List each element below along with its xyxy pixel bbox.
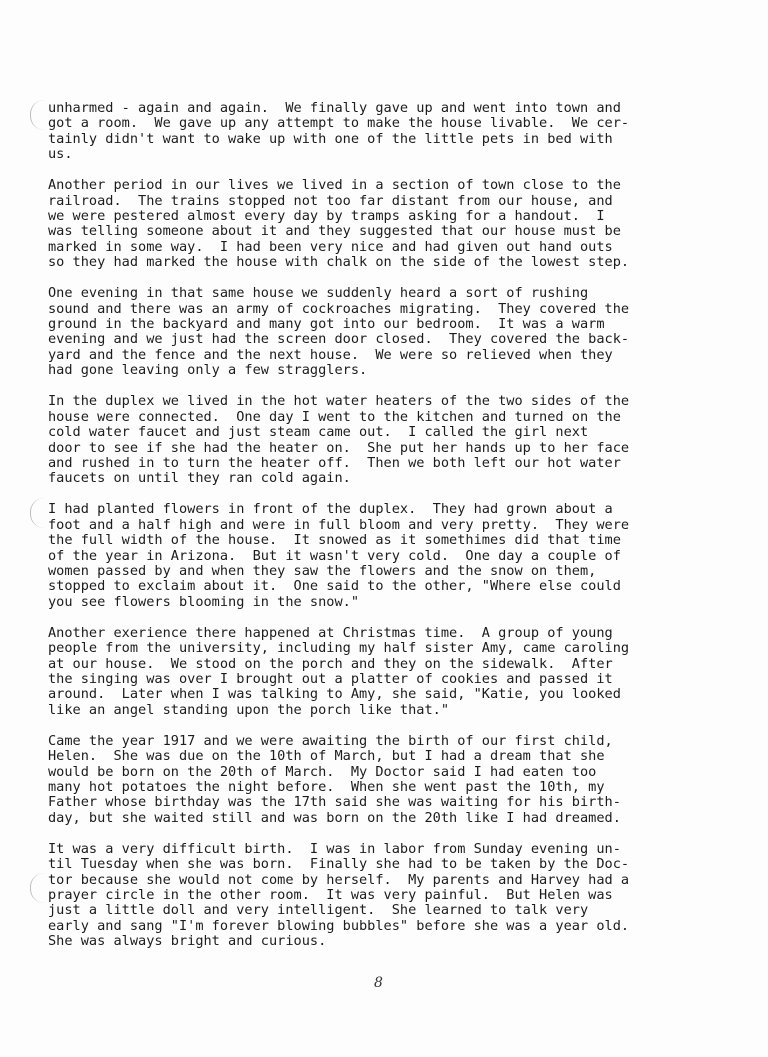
paragraph: [48, 178, 708, 270]
text-line: I had planted flowers in front of the duplex. They had grown about a: [48, 501, 613, 518]
text-line: got a room. We gave up any attempt to make the house livable. We cer-: [48, 115, 630, 132]
text-line: the full width of the house. It snowed as it somethimes did that time: [48, 532, 621, 549]
paragraph: [48, 626, 708, 718]
text-line: of the year in Arizona. But it wasn't very cold. One day a couple of: [48, 547, 621, 564]
text-line: til Tuesday when she was born. Finally she had to be taken by the Doc-: [48, 856, 630, 873]
text-line: door to see if she had the heater on. She put her hands up to her face: [48, 439, 630, 456]
text-line: like an angel standing upon the porch like that.": [48, 701, 450, 718]
text-line: tor because she would not come by herself. My parents and Harvey had a: [48, 871, 630, 888]
text-line: would be born on the 20th of March. My Doctor said I had eaten too: [48, 763, 597, 780]
text-line: day, but she waited still and was born on the 20th like I had dreamed.: [48, 809, 621, 826]
text-line: stopped to exclaim about it. One said to the other, "Where else could: [48, 578, 621, 595]
text-line: faucets on until they ran cold again.: [48, 470, 351, 487]
paragraph: [48, 394, 708, 486]
paragraph: [48, 502, 708, 610]
text-line: She was always bright and curious.: [48, 933, 327, 950]
page-number: 8: [374, 975, 383, 991]
text-line: Came the year 1917 and we were awaiting the birth of our first child,: [48, 732, 613, 749]
text-line: you see flowers blooming in the snow.": [48, 593, 359, 610]
paragraph: [48, 842, 708, 950]
text-line: Another period in our lives we lived in a section of town close to the: [48, 177, 621, 194]
text-line: house were connected. One day I went to the kitchen and turned on the: [48, 408, 621, 425]
text-line: and rushed in to turn the heater off. Then we both left our hot water: [48, 454, 621, 471]
text-line: Another exerience there happened at Christmas time. A group of young: [48, 624, 613, 641]
text-line: the singing was over I brought out a platter of cookies and passed it: [48, 670, 613, 687]
punch-hole-mark: [30, 498, 49, 528]
document-body: [48, 101, 708, 965]
text-line: at our house. We stood on the porch and they on the sidewalk. After: [48, 655, 613, 672]
text-line: marked in some way. I had been very nice and had given out hand outs: [48, 238, 613, 255]
text-line: around. Later when I was talking to Amy, she said, "Katie, you looked: [48, 686, 621, 703]
text-line: was telling someone about it and they suggested that our house must be: [48, 223, 621, 240]
text-line: sound and there was an army of cockroaches migrating. They covered the: [48, 300, 630, 317]
text-line: In the duplex we lived in the hot water heaters of the two sides of the: [48, 393, 630, 410]
text-line: railroad. The trains stopped not too far distant from our house, and: [48, 192, 613, 209]
text-line: us.: [48, 146, 73, 163]
text-line: we were pestered almost every day by tramps asking for a handout. I: [48, 208, 605, 225]
text-line: Helen. She was due on the 10th of March, but I had a dream that she: [48, 748, 605, 765]
text-line: people from the university, including my half sister Amy, came caroling: [48, 640, 630, 657]
text-line: many hot potatoes the night before. When she went past the 10th, my: [48, 779, 605, 795]
paragraph: [48, 101, 708, 163]
paragraph: [48, 734, 708, 826]
text-line: cold water faucet and just steam came out. I called the girl next: [48, 424, 589, 441]
text-line: had gone leaving only a few stragglers.: [48, 362, 368, 379]
text-line: prayer circle in the other room. It was very painful. But Helen was: [48, 887, 613, 904]
text-line: so they had marked the house with chalk on the side of the lowest step.: [48, 254, 630, 271]
text-line: just a little doll and very intelligent. She learned to talk very: [48, 902, 589, 919]
text-line: One evening in that same house we suddenly heard a sort of rushing: [48, 285, 589, 302]
text-line: yard and the fence and the next house. We were so relieved when they: [48, 346, 613, 363]
text-line: tainly didn't want to wake up with one of the little pets in bed with: [48, 130, 613, 147]
text-line: early and sang "I'm forever blowing bubbles" before she was a year old.: [48, 917, 630, 934]
punch-hole-mark: [30, 100, 49, 130]
text-line: women passed by and when they saw the flowers and the snow on them,: [48, 562, 597, 579]
text-line: evening and we just had the screen door closed. They covered the back-: [48, 331, 630, 348]
punch-hole-mark: [30, 873, 49, 903]
text-line: unharmed - again and again. We finally gave up and went into town and: [48, 100, 621, 116]
text-line: foot and a half high and were in full bloom and very pretty. They were: [48, 516, 630, 533]
text-line: Father whose birthday was the 17th said she was waiting for his birth-: [48, 794, 621, 811]
paragraph: [48, 286, 708, 378]
text-line: ground in the backyard and many got into our bedroom. It was a warm: [48, 316, 605, 333]
text-line: It was a very difficult birth. I was in labor from Sunday evening un-: [48, 840, 621, 857]
